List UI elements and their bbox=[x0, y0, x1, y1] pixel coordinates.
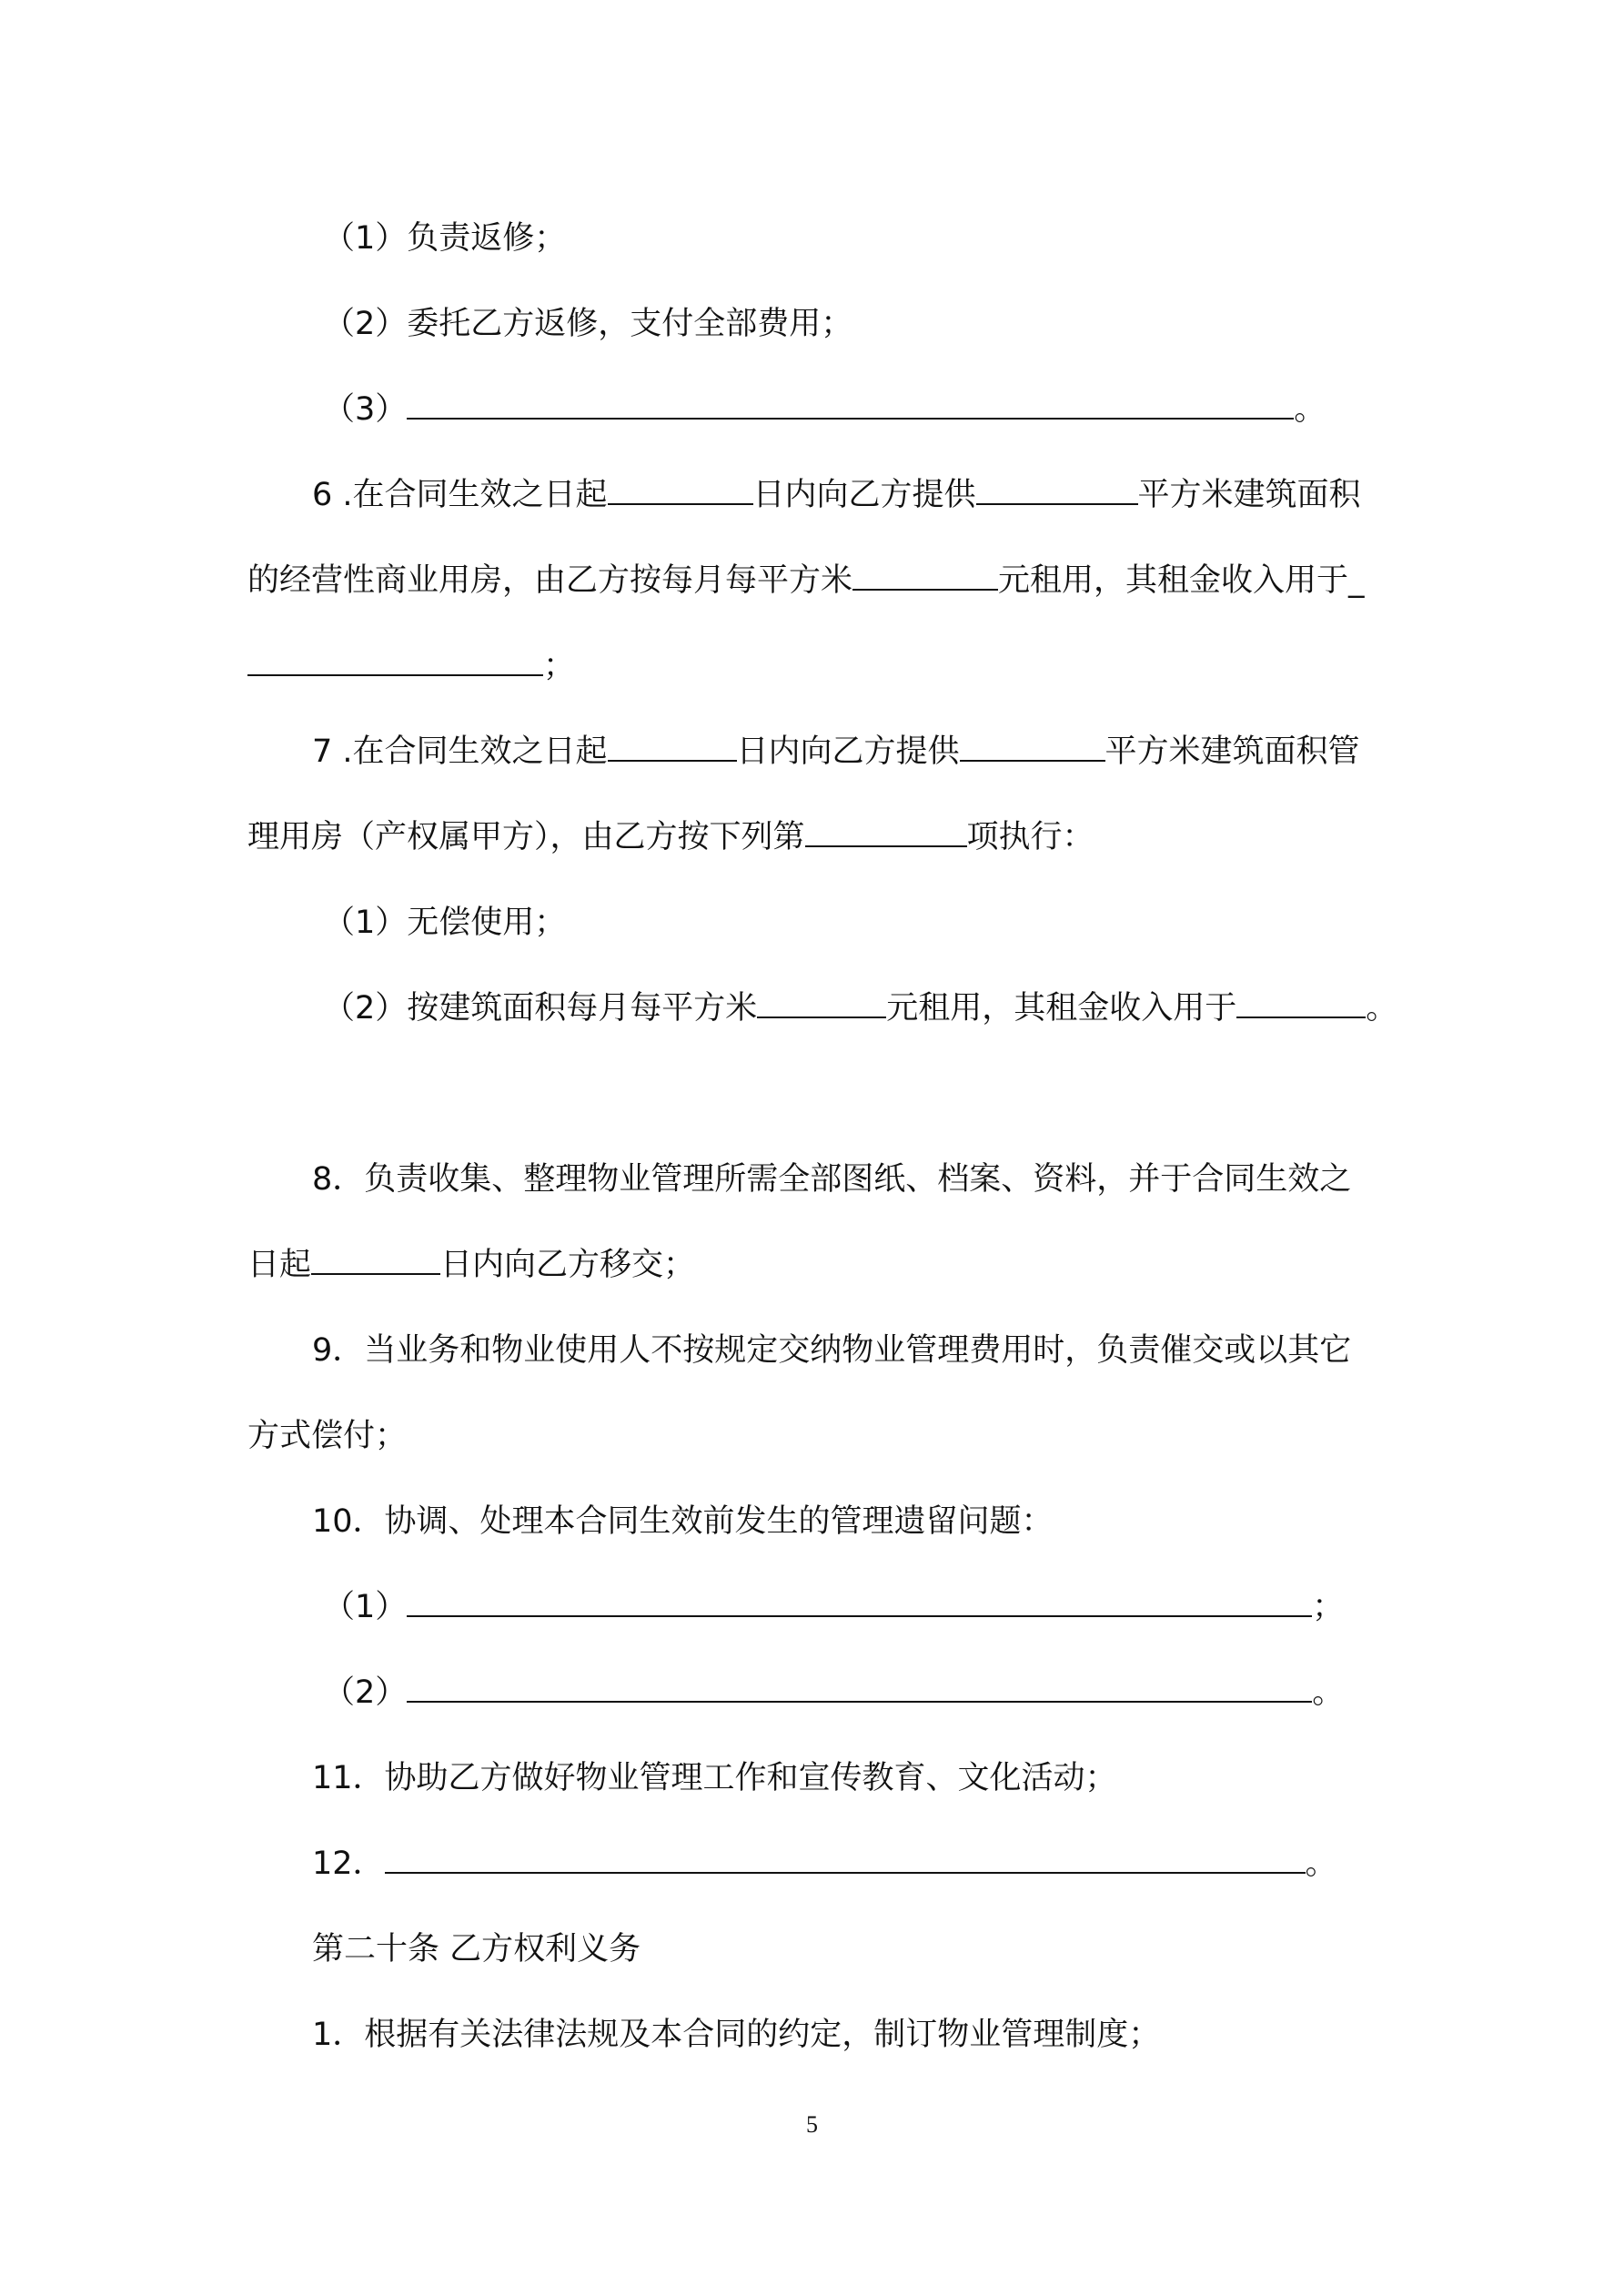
fill-blank bbox=[407, 1677, 1312, 1703]
fill-blank bbox=[757, 993, 886, 1018]
fill-blank bbox=[407, 394, 1294, 420]
clause-text: （2）按建筑面积每月每平方米 元租用，其租金收入用于 。 bbox=[323, 990, 1398, 1027]
clause-text: 10．协调、处理本合同生效前发生的管理遗留问题： bbox=[312, 1503, 1054, 1540]
clause-text: （1）无偿使用； bbox=[323, 905, 567, 941]
page-number: 5 bbox=[806, 2111, 818, 2138]
fill-blank bbox=[385, 1848, 1306, 1874]
clause-text: 理用房（产权属甲方），由乙方按下列第 项执行： bbox=[247, 819, 1094, 855]
fill-blank bbox=[608, 480, 753, 505]
fill-blank bbox=[852, 565, 998, 591]
clause-text: 7 .在合同生效之日起 日内向乙方提供 平方米建筑面积管 bbox=[312, 733, 1360, 770]
clause-text: ； bbox=[247, 642, 575, 690]
clause-text: 日起 日内向乙方移交； bbox=[247, 1247, 696, 1283]
fill-blank bbox=[960, 736, 1105, 762]
fill-blank bbox=[311, 1249, 440, 1275]
fill-blank bbox=[407, 1592, 1312, 1617]
clause-text: 方式偿付； bbox=[247, 1418, 408, 1454]
fill-blank bbox=[1236, 993, 1366, 1018]
clause-text: （1）负责返修； bbox=[323, 220, 567, 257]
clause-text: （2）委托乙方返修，支付全部费用； bbox=[323, 306, 853, 342]
clause-text: 的经营性商业用房，由乙方按每月每平方米 元租用，其租金收入用于_ bbox=[247, 562, 1365, 599]
clause-text: 9．当业务和物业使用人不按规定交纳物业管理费用时，负责催交或以其它 bbox=[312, 1332, 1352, 1369]
clause-text: 6 .在合同生效之日起 日内向乙方提供 平方米建筑面积 bbox=[312, 477, 1361, 513]
fill-blank bbox=[805, 822, 967, 847]
fill-blank bbox=[976, 480, 1138, 505]
article-heading: 第二十条 乙方权利义务 bbox=[312, 1931, 641, 1967]
clause-text: （3） 。 bbox=[323, 391, 1326, 428]
clause-text: 8．负责收集、整理物业管理所需全部图纸、档案、资料，并于合同生效之 bbox=[312, 1161, 1352, 1198]
clause-text: 12． 。 bbox=[312, 1846, 1337, 1882]
clause-text: （1） ； bbox=[323, 1589, 1345, 1625]
clause-text: （2） 。 bbox=[323, 1674, 1345, 1711]
fill-blank bbox=[247, 651, 543, 676]
clause-text: 11．协助乙方做好物业管理工作和宣传教育、文化活动； bbox=[312, 1760, 1117, 1796]
clause-text: 1．根据有关法律法规及本合同的约定，制订物业管理制度； bbox=[312, 2017, 1161, 2053]
fill-blank bbox=[608, 736, 737, 762]
